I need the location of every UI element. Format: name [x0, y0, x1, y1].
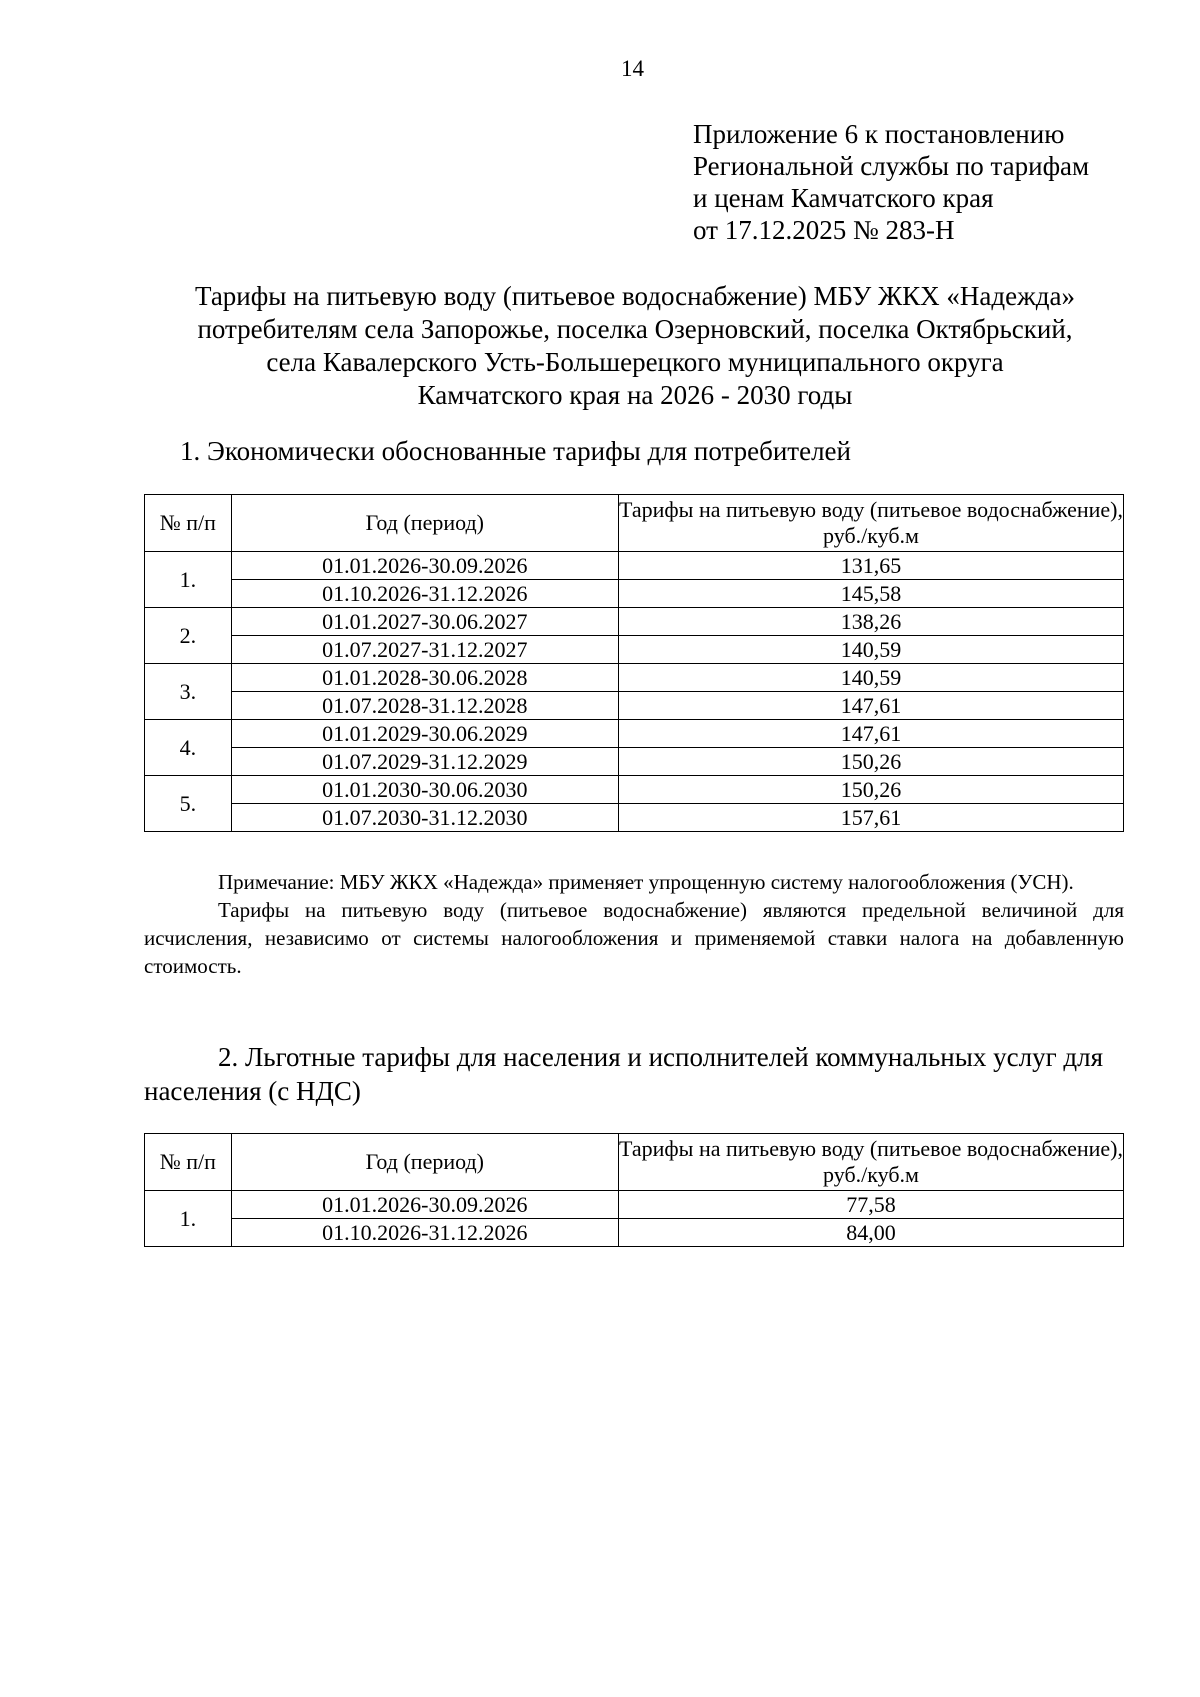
table-row	[145, 580, 1124, 608]
tariff-value-cell: 140,59	[619, 636, 1124, 664]
tariff-value-cell: 131,65	[619, 552, 1124, 580]
tariff-value-cell: 145,58	[619, 580, 1124, 608]
period-cell: 01.01.2027-30.06.2027	[231, 608, 618, 636]
table-row	[145, 552, 1124, 580]
period-cell: 01.07.2030-31.12.2030	[231, 804, 618, 832]
table-row	[145, 692, 1124, 720]
row-number-cell: 4.	[145, 720, 232, 776]
table-body	[145, 1191, 1124, 1247]
period-cell: 01.10.2026-31.12.2026	[231, 580, 618, 608]
period-cell: 01.01.2030-30.06.2030	[231, 776, 618, 804]
title-line: потребителям села Запорожье, поселка Озерновский, поселка Октябрьский,	[197, 314, 1073, 344]
column-header-num: № п/п	[145, 495, 232, 552]
table-row	[145, 636, 1124, 664]
tariff-value-cell: 157,61	[619, 804, 1124, 832]
appendix-line: Региональной службы по тарифам	[693, 151, 1090, 181]
table-row	[145, 1191, 1124, 1219]
note-paragraph: Примечание: МБУ ЖКХ «Надежда» применяет упрощенную систему налогообложения (УСН).	[218, 870, 1074, 894]
period-cell: 01.07.2027-31.12.2027	[231, 636, 618, 664]
period-cell: 01.07.2028-31.12.2028	[231, 692, 618, 720]
row-number-cell: 5.	[145, 776, 232, 832]
row-number-cell: 3.	[145, 664, 232, 720]
table-row	[145, 720, 1124, 748]
tariff-value-cell: 150,26	[619, 748, 1124, 776]
economic-tariffs-table	[144, 494, 1124, 832]
period-cell: 01.07.2029-31.12.2029	[231, 748, 618, 776]
table-row	[145, 804, 1124, 832]
page-number: 14	[621, 56, 644, 81]
period-cell: 01.01.2026-30.09.2026	[231, 1191, 618, 1219]
appendix-line: от 17.12.2025 № 283-Н	[693, 215, 955, 245]
table-row	[145, 776, 1124, 804]
table-header-row	[145, 495, 1124, 552]
row-number-cell: 2.	[145, 608, 232, 664]
table-header-row	[145, 1134, 1124, 1191]
table-row	[145, 748, 1124, 776]
tariff-value-cell: 138,26	[619, 608, 1124, 636]
row-number-cell: 1.	[145, 1191, 232, 1247]
column-header-num: № п/п	[145, 1134, 232, 1191]
tariff-value-cell: 140,59	[619, 664, 1124, 692]
tariff-value-cell: 84,00	[619, 1219, 1124, 1247]
section-1-heading: 1. Экономически обоснованные тарифы для потребителей	[180, 436, 851, 466]
tariff-value-cell: 147,61	[619, 692, 1124, 720]
table-body	[145, 552, 1124, 832]
tariff-value-cell: 150,26	[619, 776, 1124, 804]
title-line: Камчатского края на 2026 - 2030 годы	[417, 380, 853, 410]
title-line: села Кавалерского Усть-Большерецкого муниципального округа	[266, 347, 1004, 377]
appendix-line: и ценам Камчатского края	[693, 183, 994, 213]
appendix-reference	[693, 118, 1089, 246]
table-row	[145, 664, 1124, 692]
column-header-tariff: Тарифы на питьевую воду (питьевое водоснабжение), руб./куб.м	[619, 495, 1124, 552]
preferential-tariffs-table	[144, 1133, 1124, 1247]
note-paragraph: Тарифы на питьевую воду (питьевое водоснабжение) являются предельной величиной для исчисления, независимо от системы налогообложения и применяемой ставки налога на добавленную стоимость.	[144, 898, 1124, 978]
period-cell: 01.01.2026-30.09.2026	[231, 552, 618, 580]
period-cell: 01.01.2028-30.06.2028	[231, 664, 618, 692]
tariff-value-cell: 147,61	[619, 720, 1124, 748]
note-block	[144, 868, 1124, 980]
table-row	[145, 608, 1124, 636]
period-cell: 01.01.2029-30.06.2029	[231, 720, 618, 748]
column-header-period: Год (период)	[231, 1134, 618, 1191]
document-title	[130, 280, 1140, 412]
appendix-line: Приложение 6 к постановлению	[693, 119, 1065, 149]
section-2-heading: 2. Льготные тарифы для населения и исполнителей коммунальных услуг для населения (с НДС)	[144, 1042, 1104, 1106]
tariff-value-cell: 77,58	[619, 1191, 1124, 1219]
column-header-period: Год (период)	[231, 495, 618, 552]
table-row	[145, 1219, 1124, 1247]
row-number-cell: 1.	[145, 552, 232, 608]
title-line: Тарифы на питьевую воду (питьевое водоснабжение) МБУ ЖКХ «Надежда»	[195, 281, 1075, 311]
period-cell: 01.10.2026-31.12.2026	[231, 1219, 618, 1247]
column-header-tariff: Тарифы на питьевую воду (питьевое водоснабжение), руб./куб.м	[619, 1134, 1124, 1191]
